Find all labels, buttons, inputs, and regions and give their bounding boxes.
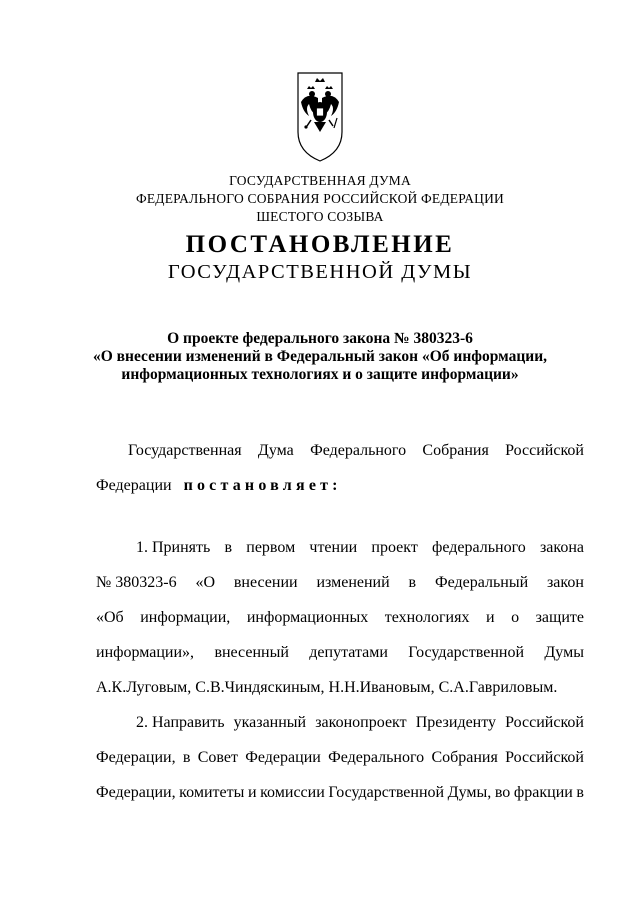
document-subtitle: ГОСУДАРСТВЕННОЙ ДУМЫ [167,261,473,283]
caption-line-2: «О внесении изменений в Федеральный закон «Об информации, [93,348,547,365]
item1-line-3 [96,610,584,626]
caption-line-3: информационных технологиях и о защите информации» [121,366,519,383]
word: внесенный [214,644,289,661]
word: о [511,609,520,626]
word: во [494,784,511,801]
word: законопроект [315,714,407,731]
word: 2. Направить [136,714,225,731]
word: Президенту [415,714,497,731]
word: информации, [140,609,231,626]
word: в [182,749,191,766]
word: Федерации, [96,749,176,766]
word: № 380323-6 [96,574,177,591]
word: 1. Принять [136,539,211,556]
word: Федерации, [96,784,176,801]
word: Собрания [431,749,498,766]
header-line-convocation: ШЕСТОГО СОЗЫВА [256,209,384,224]
word: информационных [246,609,369,626]
header-line-duma: ГОСУДАРСТВЕННАЯ ДУМА [229,173,411,188]
word: Государственная [128,442,242,459]
item2-line-1 [136,715,584,731]
preamble-line-2 [96,478,584,494]
word: Федеральный [434,574,529,591]
word: Российской [505,714,584,731]
word: в [224,539,233,556]
word: чтении [309,539,358,556]
word: проект [371,539,418,556]
word: и [247,784,257,801]
item1-line-2 [96,575,584,591]
word: Федерации [96,477,172,494]
word: Собрания [422,442,489,459]
word: изменений [316,574,390,591]
preamble-line-1 [128,443,584,459]
word: Совет [197,749,238,766]
word: Федерации [245,749,321,766]
word: Государственной [408,644,525,661]
word: указанный [233,714,307,731]
word: Федерального [328,749,425,766]
russian-coat-of-arms-icon [297,72,343,162]
word: Российской [505,442,584,459]
word: внесении [233,574,298,591]
word: первом [246,539,296,556]
word: «Об [96,609,124,626]
word: Федерального [310,442,407,459]
word: Государственной [328,784,445,801]
word: Российской [505,749,584,766]
word: фракции [513,784,573,801]
word: комитеты [179,784,245,801]
word: и [485,609,495,626]
word: информации», [96,644,195,661]
word: Дума [257,442,294,459]
word: защите [535,609,584,626]
word: технологиях [384,609,470,626]
word: Думы [544,644,584,661]
item2-line-3 [96,785,584,801]
item1-line-4 [96,645,584,661]
caption-line-1: О проекте федерального закона № 380323-6 [167,330,473,347]
resolves-word: постановляет: [183,477,342,494]
word: закон [546,574,584,591]
word: «О [195,574,216,591]
item1-line-5: А.К.Луговым, С.В.Чиндяскиным, Н.Н.Ивановым, С.А.Гавриловым. [96,679,558,696]
item1-line-1 [136,540,584,556]
header-line-assembly: ФЕДЕРАЛЬНОГО СОБРАНИЯ РОССИЙСКОЙ ФЕДЕРАЦИИ [136,191,504,206]
word: федерального [432,539,526,556]
document-title: ПОСТАНОВЛЕНИЕ [185,231,455,258]
word: депутатами [309,644,388,661]
word: закона [539,539,584,556]
word: в [408,574,417,591]
item2-line-2 [96,750,584,766]
word: Думы, [447,784,492,801]
word: комиссии [260,784,325,801]
word: в [576,784,584,801]
